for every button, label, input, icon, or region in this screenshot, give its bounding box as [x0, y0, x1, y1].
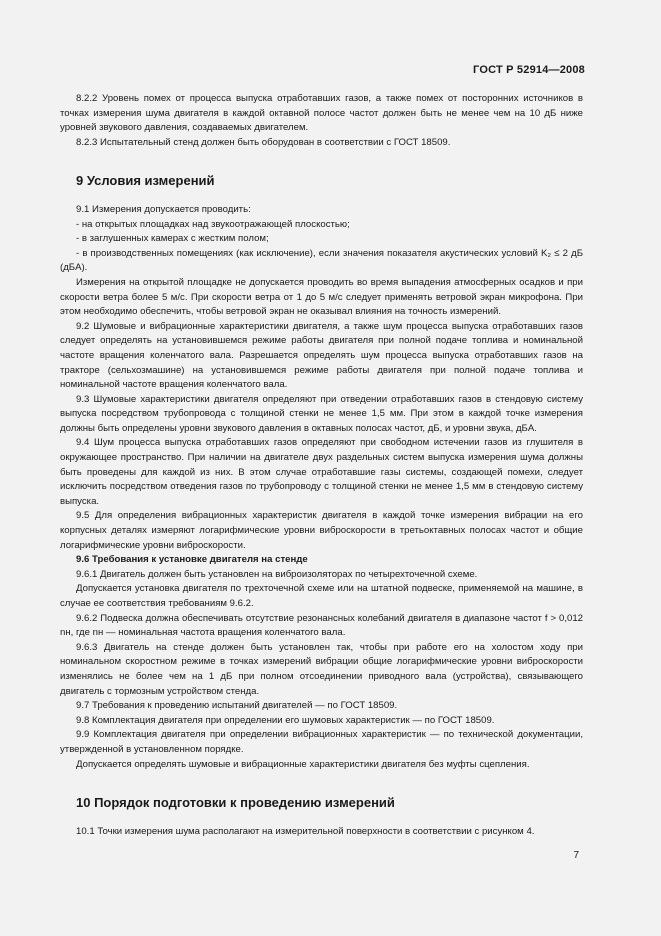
- page-number: 7: [573, 850, 579, 861]
- clause-9-1: 9.1 Измерения допускается проводить:: [76, 203, 251, 215]
- clause-10-1: 10.1 Точки измерения шума располагают на измерительной поверхности в соответствии с рисунком 4.: [76, 825, 535, 837]
- page-body: [60, 92, 583, 839]
- clause-9-6-1: 9.6.1 Двигатель должен быть установлен на виброизоляторах по четырехточечной схеме.: [76, 568, 478, 580]
- clause-9-5: 9.5 Для определения вибрационных характеристик двигателя в каждой точке измерения вибрации на его корпусных деталях измеряют логарифмические уровни виброскорости в третьоктавных полосах частот и общие логарифмические уровни виброскорости.: [60, 510, 583, 551]
- clause-9-7: 9.7 Требования к проведению испытаний двигателей — по ГОСТ 18509.: [76, 700, 398, 712]
- clause-9-8: 9.8 Комплектация двигателя при определении его шумовых характеристик — по ГОСТ 18509.: [76, 714, 495, 726]
- clause-9-6-heading: 9.6 Требования к установке двигателя на стенде: [76, 554, 308, 566]
- clause-8-2-3: 8.2.3 Испытательный стенд должен быть оборудован в соответствии с ГОСТ 18509.: [76, 136, 451, 148]
- clause-9-9-note: Допускается определять шумовые и вибрационные характеристики двигателя без муфты сцепления.: [76, 758, 530, 770]
- clause-9-4: 9.4 Шум процесса выпуска отработавших газов определяют при свободном истечении газов из глушителя в окружающее пространство. При наличии на двигателе двух раздельных систем выпуска измерения шума должны быть проведены для каждой из них. В этом случае отработавшие газы системы, создающей помехи, следует исключить посредством отведения газов по трубопроводу с толщиной стенки не менее 1,5 мм в стендовую систему выпуска.: [60, 437, 583, 507]
- standard-code: ГОСТ Р 52914—2008: [473, 64, 585, 76]
- list-item-anechoic: - в заглушенных камерах с жестким полом;: [76, 233, 269, 245]
- clause-9-6-3: 9.6.3 Двигатель на стенде должен быть установлен так, чтобы при работе его на холостом ходу при номинальном скоростном режиме в точках измерений вибрации общие логарифмические уровни виброскорости изменялись не более чем на 1 дБ при полном отсоединении приводного вала (устройства), связывающего двигатель с тормозным устройством стенда.: [60, 641, 583, 697]
- list-item-open-area: - на открытых площадках над звукоотражающей плоскостью;: [76, 218, 350, 230]
- section-10-heading: 10 Порядок подготовки к проведению измерений: [76, 795, 395, 811]
- clause-9-1-wind: Измерения на открытой площадке не допускается проводить во время выпадения атмосферных осадков и при скорости ветра более 5 м/с. При скорости ветра от 1 до 5 м/с следует применять ветровой экран микрофона. При этом необходимо обеспечить, чтобы ветровой экран не оказывал влияния на точность измерений.: [60, 276, 583, 318]
- section-9-heading: 9 Условия измерений: [76, 173, 215, 189]
- clause-9-6-2: 9.6.2 Подвеска должна обеспечивать отсутствие резонансных колебаний двигателя в диапазоне частот f > 0,012 nн, где nн — номинальная частота вращения коленчатого вала.: [60, 612, 583, 639]
- list-item-production: - в производственных помещениях (как исключение), если значения показателя акустических условий K₂ ≤ 2 дБ (дБA).: [60, 247, 583, 274]
- clause-9-9: 9.9 Комплектация двигателя при определении вибрационных характеристик — по технической документации, утвержденной в установленном порядке.: [60, 729, 583, 755]
- clause-8-2-2: 8.2.2 Уровень помех от процесса выпуска отработавших газов, а также помех от посторонних источников в точках измерения шума двигателя в каждой октавной полосе частот должен быть не менее чем на 10 дБ ниже уровней звукового давления, создаваемых двигателем.: [60, 93, 583, 134]
- clause-9-2: 9.2 Шумовые и вибрационные характеристики двигателя, а также шум процесса выпуска отработавших газов следует определять на установившемся режиме работы двигателя при полной подаче топлива и номинальной частоте вращения коленчатого вала. Разрешается определять шум процесса выпуска отработавших газов на тракторе (сельхозмашине) на установившемся режиме работы двигателя при полной подаче топлива и номинальной частоте вращения коленчатого вала.: [60, 320, 583, 391]
- clause-9-6-1-note: Допускается установка двигателя по трехточечной схеме или на штатной подвеске, применяемой на машине, в случае ее соответствия требованиям 9.6.2.: [60, 583, 583, 609]
- clause-9-3: 9.3 Шумовые характеристики двигателя определяют при отведении отработавших газов в стендовую систему выпуска посредством трубопровода с толщиной стенки не менее 1,5 мм. При этом в каждой точке измерения должны быть определены уровни звукового давления в октавных полосах частот, дБ, и уровни звука, дБA.: [60, 393, 583, 434]
